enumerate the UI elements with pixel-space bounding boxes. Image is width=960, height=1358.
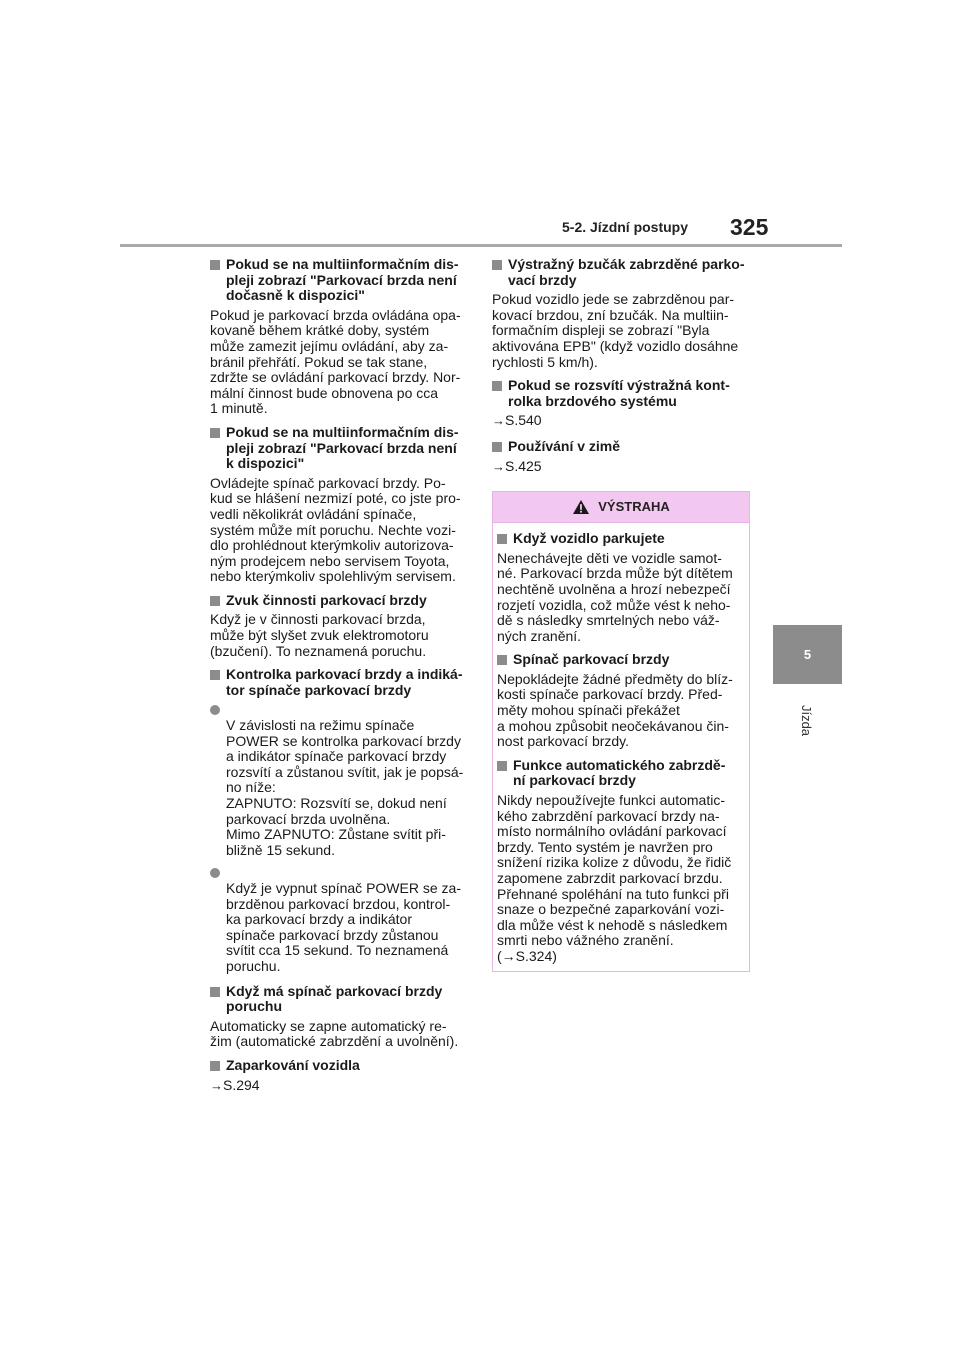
round-bullet-icon xyxy=(210,705,220,715)
right-arrow-icon: → xyxy=(492,458,505,474)
page-reference[interactable] xyxy=(492,413,752,429)
chapter-label xyxy=(775,700,839,740)
heading-text: Výstražný bzučák zabrzděné parko- vací brzdy xyxy=(508,256,745,288)
list-item-text: Když je vypnut spínač POWER se za- brzděnou parkovací brzdou, kontrol- ka parkovací brzdy a indikátor spínače parkovací brzdy zůstanou svítit cca 15 sekund. To neznamená poruchu. xyxy=(226,879,461,974)
chapter-tab xyxy=(773,625,842,684)
section-heading xyxy=(492,378,752,409)
square-bullet-icon xyxy=(210,260,220,270)
square-bullet-icon xyxy=(210,1061,220,1071)
section-heading xyxy=(492,257,752,288)
square-bullet-icon xyxy=(492,381,502,391)
square-bullet-icon xyxy=(210,670,220,680)
section-heading xyxy=(497,531,745,547)
paragraph: Nepokládejte žádné předměty do blíz- kosti spínače parkovací brzdy. Před- měty mohou spínači překážet a mohou způsobit neočekávanou čin- nost parkovací brzdy. xyxy=(497,670,733,750)
left-column xyxy=(210,257,472,1103)
right-arrow-icon: → xyxy=(492,413,505,429)
right-column xyxy=(492,257,752,972)
square-bullet-icon xyxy=(497,655,507,665)
square-bullet-icon xyxy=(492,442,502,452)
heading-text: Zaparkování vozidla xyxy=(226,1056,360,1073)
chapter-label-text: Jízda xyxy=(799,704,815,736)
list-item-text: V závislosti na režimu spínače POWER se kontrolka parkovací brzdy a indikátor spínače parkovací brzdy rozsvítí a zůstanou svítit, jak je popsá- no níže: ZAPNUTO: Rozsvítí se, dokud není parkovací brzda uvolněna. Mimo ZAPNUTO: Zůstane svítit při- bližně 15 sekund. xyxy=(226,717,464,858)
heading-text: Když vozidlo parkujete xyxy=(513,530,665,547)
paragraph: Nikdy nepoužívejte funkci automatic- kého zabrzdění parkovací brzdy na- místo normálního ovládání parkovací brzdy. Tento systém je navržen pro snížení rizika kolize z důvodu, že řidič zapomene zabrzdit parkovací brzdu. Přehnané spoléhání na tuto funkci při snaze o bezpečné zaparkování vozi- dla může vést k nehodě s následkem smrti nebo vážného zranění. (→S.324) xyxy=(497,792,732,964)
square-bullet-icon xyxy=(210,428,220,438)
section-heading xyxy=(210,425,472,472)
paragraph: Automaticky se zapne automatický re- žim (automatické zabrzdění a uvolnění). xyxy=(210,1017,459,1050)
heading-text: Pokud se na multiinformačním dis- pleji zobrazí "Parkovací brzda není dočasně k dispozici" xyxy=(226,256,459,304)
heading-text: Pokud se na multiinformačním dis- pleji zobrazí "Parkovací brzda není k dispozici" xyxy=(226,423,459,472)
warning-title: VÝSTRAHA xyxy=(598,499,670,515)
heading-text: Funkce automatického zabrzdě- ní parkovací brzdy xyxy=(513,756,726,789)
paragraph: Pokud vozidlo jede se zabrzděnou par- kovací brzdou, zní bzučák. Na multiin- formačním displeji se zobrazí "Byla aktivována EPB" (když vozidlo dosáhne rychlosti 5 km/h). xyxy=(492,291,739,370)
heading-text: Pokud se rozsvítí výstražná kont- rolka brzdového systému xyxy=(508,377,730,409)
section-title: 5-2. Jízdní postupy xyxy=(562,219,689,235)
square-bullet-icon xyxy=(492,260,502,270)
paragraph: Ovládejte spínač parkovací brzdy. Po- kud se hlášení nezmizí poté, co jste pro- vedli několikrát ovládání spínače, systém může mít poruchu. Nechte vozi- dlo prohlédnout kterýmkoliv autorizova- ným prodejcem nebo servisem Toyota, nebo kterýmkoliv spolehlivým servisem. xyxy=(210,474,461,585)
heading-text: Používání v zimě xyxy=(508,437,621,454)
heading-text: Když má spínač parkovací brzdy poruchu xyxy=(226,982,443,1015)
right-arrow-icon: → xyxy=(210,1077,223,1093)
square-bullet-icon xyxy=(497,761,507,771)
paragraph: Pokud je parkovací brzda ovládána opa- kovaně během krátké doby, systém může zamezit jejímu ovládání, aby za- bránil přehřátí. Pokud se tak stane, zdržte se ovládání parkovací brzdy. Nor- mální činnost bude obnovena po cca 1 minutě. xyxy=(210,306,461,417)
page-reference-text: S.425 xyxy=(505,457,542,474)
section-heading xyxy=(492,439,752,455)
section-heading xyxy=(497,652,745,668)
heading-text: Zvuk činnosti parkovací brzdy xyxy=(226,591,427,608)
square-bullet-icon xyxy=(210,987,220,997)
heading-text: Spínač parkovací brzdy xyxy=(513,651,670,668)
list-item xyxy=(210,702,472,858)
warning-box xyxy=(492,491,750,971)
section-heading xyxy=(210,984,472,1015)
section-heading xyxy=(210,667,472,698)
paragraph: Když je v činnosti parkovací brzda, může být slyšet zvuk elektromotoru (bzučení). To neznamená poruchu. xyxy=(210,611,429,659)
header-divider xyxy=(120,244,842,247)
heading-text: Kontrolka parkovací brzdy a indiká- tor spínače parkovací brzdy xyxy=(226,666,463,698)
page-reference-text: S.540 xyxy=(505,412,542,429)
round-bullet-icon xyxy=(210,868,220,878)
page-number: 325 xyxy=(730,214,769,240)
chapter-number: 5 xyxy=(803,647,812,662)
warning-body xyxy=(493,523,749,970)
section-heading xyxy=(210,1058,472,1074)
paragraph: Nenechávejte děti ve vozidle samot- né. Parkovací brzda může být dítětem nechtěně uvolněna a hrozí nebezpečí rozjetí vozidla, což může vést k neho- dě s následky smrtelných nebo váž- ných zranění. xyxy=(497,549,733,644)
section-heading xyxy=(210,257,472,304)
warning-header xyxy=(493,492,749,523)
warning-triangle-icon xyxy=(572,499,590,515)
page-reference-text: S.294 xyxy=(223,1076,260,1093)
list-item xyxy=(210,865,472,974)
square-bullet-icon xyxy=(210,596,220,606)
square-bullet-icon xyxy=(497,534,507,544)
section-heading xyxy=(210,593,472,609)
section-heading xyxy=(497,758,745,789)
page-reference[interactable] xyxy=(210,1078,472,1094)
page-reference[interactable] xyxy=(492,459,752,475)
